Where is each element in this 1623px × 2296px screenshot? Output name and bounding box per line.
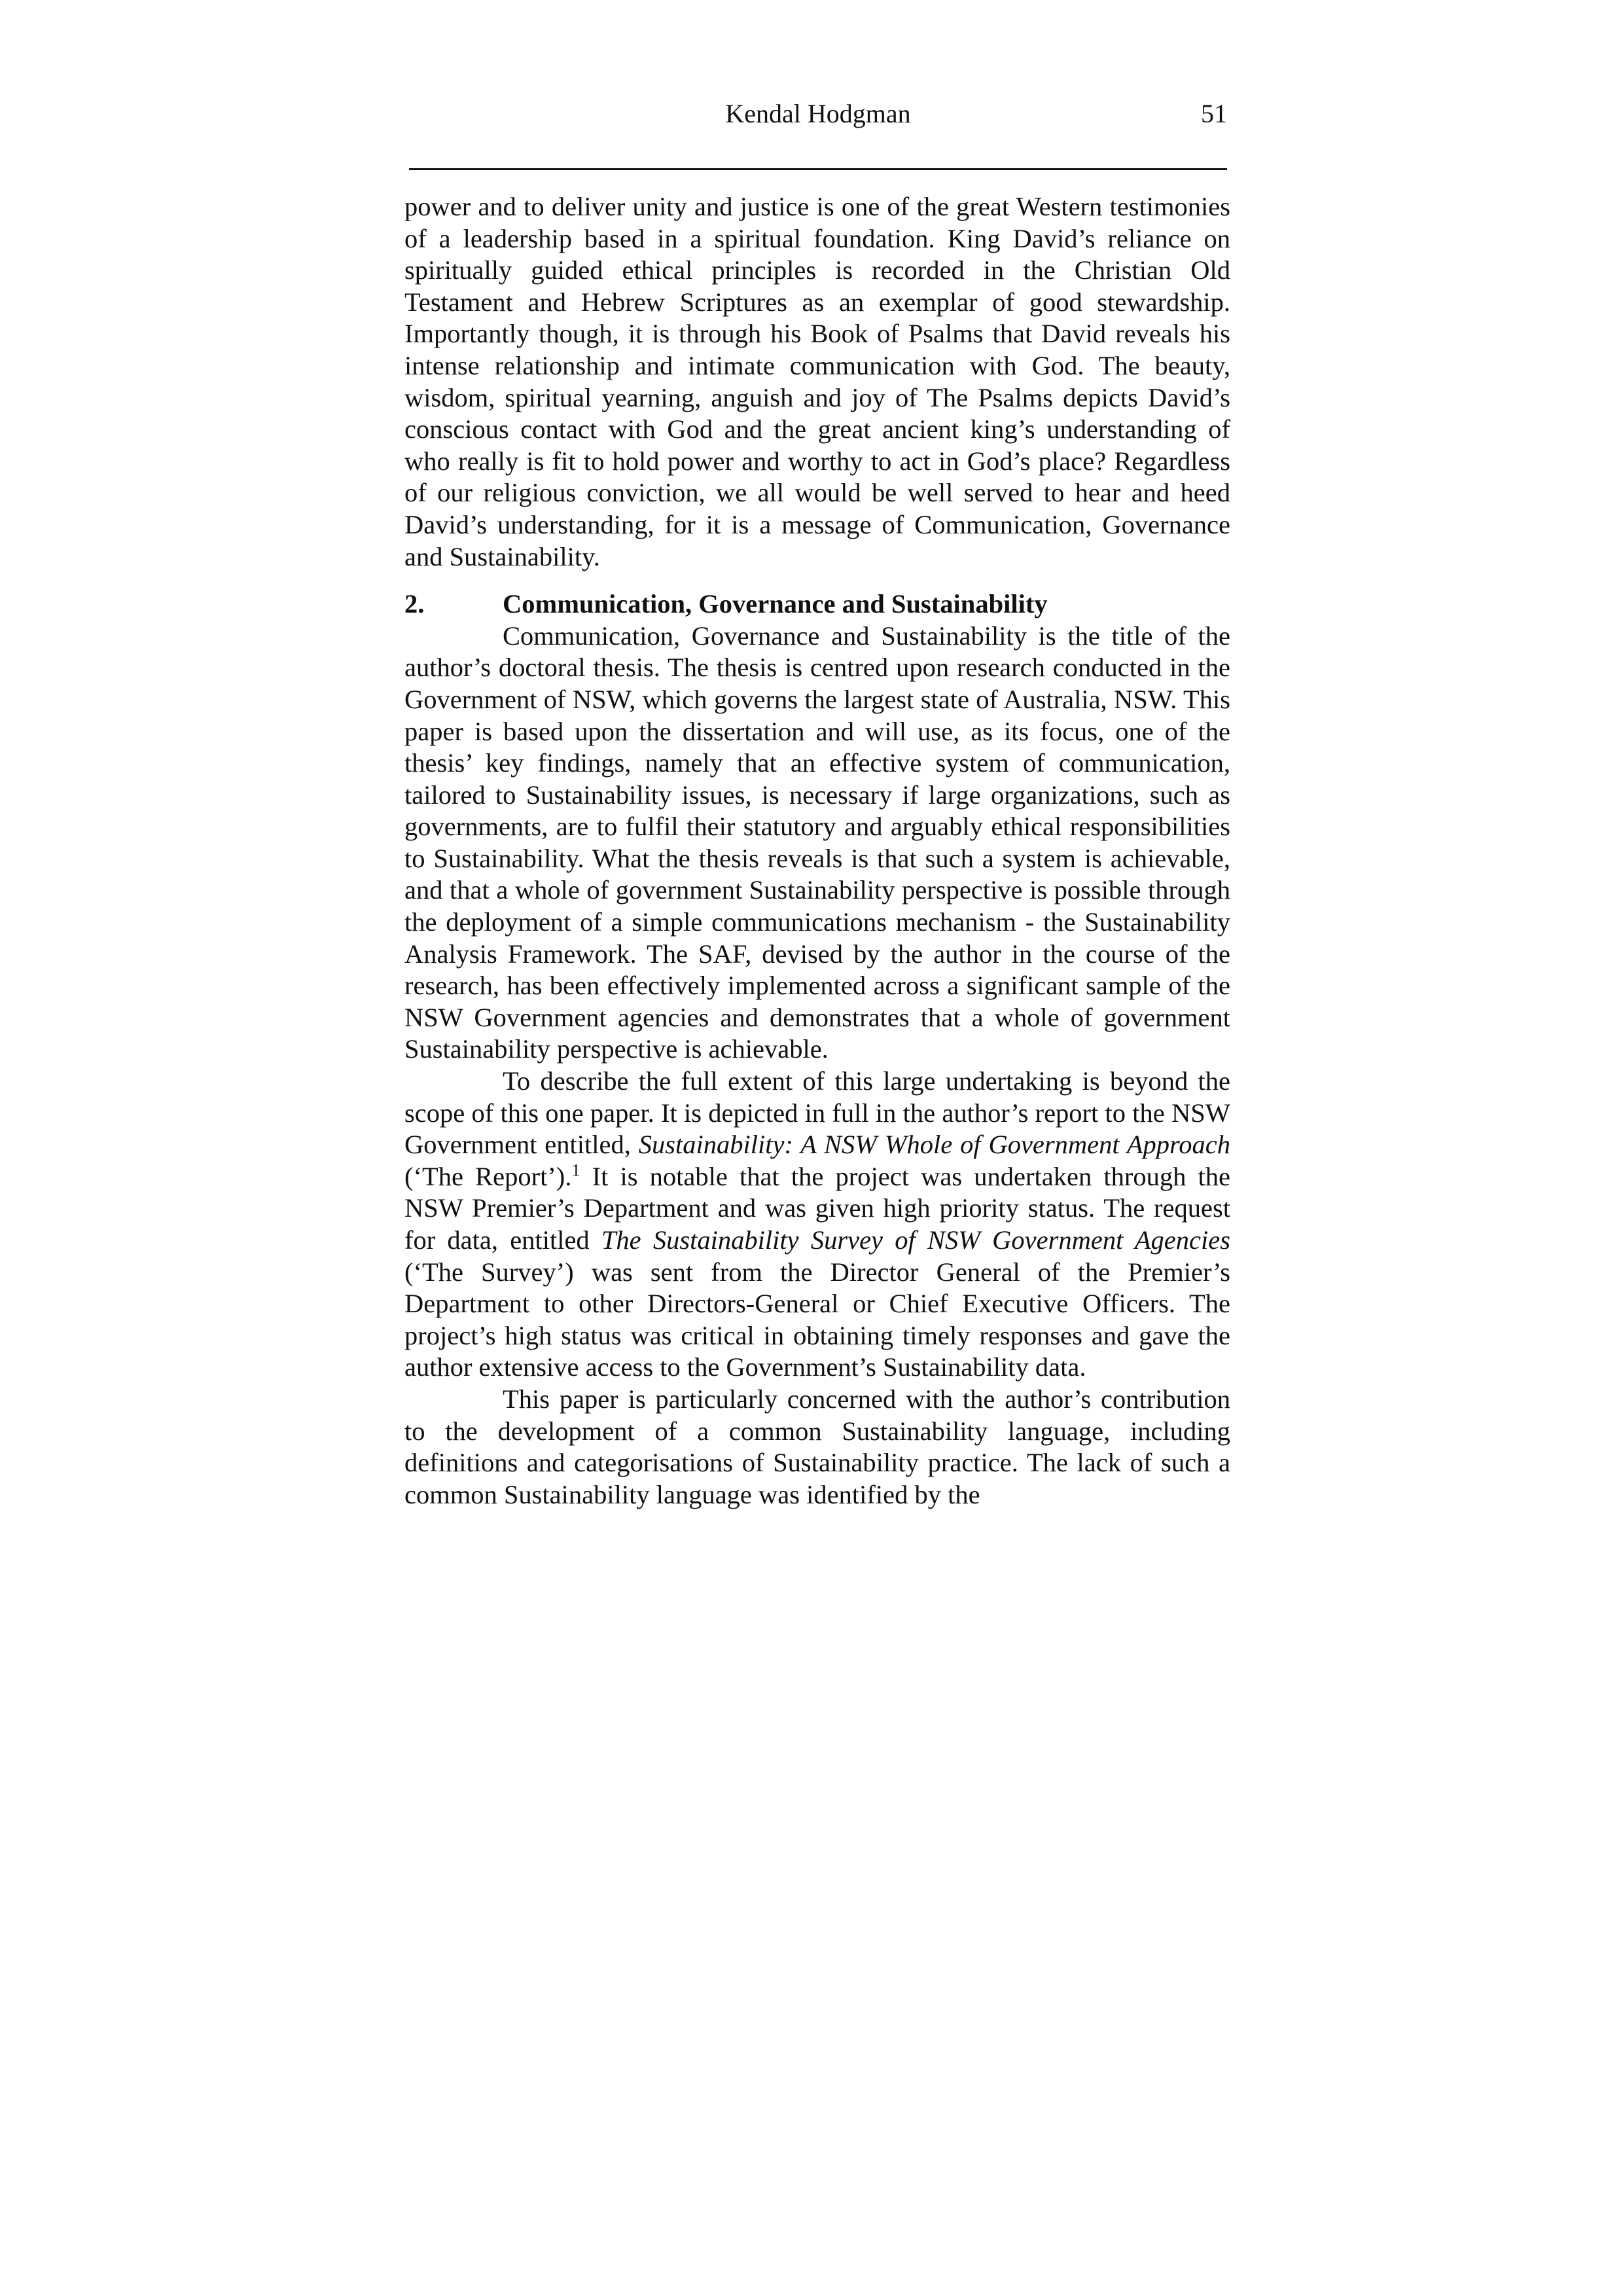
section-paragraph-3: This paper is particularly concerned with the author’s contribution to the development of a common Sustainability language, including definitions and categorisations of Sustainability practice. The lack of such a common Sustainability language was identified by the: [404, 1384, 1230, 1509]
intro-paragraph: power and to deliver unity and justice is one of the great Western testimonies of a leadership based in a spiritual foundation. King David’s reliance on spiritually guided ethical principles is recorded in the Christian Old Testament and Hebrew Scriptures as an exemplar of good stewardship. Importantly though, it is through his Book of Psalms that David reveals his intense relationship and intimate communication with God. The beauty, wisdom, spiritual yearning, anguish and joy of The Psalms depicts David’s conscious contact with God and the great ancient king’s understanding of who really is fit to hold power and worthy to act in God’s place? Regardless of our religious conviction, we all would be well served to hear and heed David’s understanding, for it is a message of Communication, Governance and Sustainability.: [404, 192, 1230, 571]
running-header: [409, 97, 1227, 136]
survey-title: The Sustainability Survey of NSW Government Agencies: [601, 1225, 1231, 1255]
section-number: 2.: [404, 589, 425, 619]
body-text: [404, 191, 1230, 1511]
section-heading: [404, 588, 1230, 620]
report-title: Sustainability: A NSW Whole of Government Approach: [638, 1130, 1230, 1160]
section-title: Communication, Governance and Sustainability: [503, 589, 1048, 619]
header-author: Kendal Hodgman: [725, 99, 911, 128]
section-paragraph-1: Communication, Governance and Sustainability is the title of the author’s doctoral thesis. The thesis is centred upon research conducted in the Government of NSW, which governs the largest state of Australia, NSW. This paper is based upon the dissertation and will use, as its focus, one of the thesis’ key findings, namely that an effective system of communication, tailored to Sustainability issues, is necessary if large organizations, such as governments, are to fulfil their statutory and arguably ethical responsibilities to Sustainability. What the thesis reveals is that such a system is achievable, and that a whole of government Sustainability perspective is possible through the deployment of a simple communications mechanism - the Sustainability Analysis Framework. The SAF, devised by the author in the course of the research, has been effectively implemented across a significant sample of the NSW Government agencies and demonstrates that a whole of government Sustainability perspective is achievable.: [404, 620, 1230, 1064]
paragraph-2-text-d: (‘The Survey’) was sent from the Director General of the Premier’s Department to other Directors-General or Chief Executive Officers. The project’s high status was critical in obtaining timely responses and gave the author extensive access to the Government’s Sustainability data.: [404, 1257, 1230, 1382]
paragraph-2-text-b: (‘The Report’).: [404, 1161, 572, 1191]
footnote-marker[interactable]: 1: [571, 1160, 580, 1180]
header-rule: [409, 168, 1227, 170]
paragraph-2-text-a: To describe the full extent of this large undertaking is beyond the scope of this one paper. It is depicted in full in the author’s report to the NSW Government entitled,: [404, 1066, 1230, 1160]
page-number: 51: [1201, 99, 1227, 128]
paragraph-2-text-c: It is notable that the project was undertaken through the NSW Premier’s Department and was given high priority status. The request for data, entitled: [404, 1161, 1231, 1255]
section-paragraph-2: [404, 1066, 1230, 1384]
